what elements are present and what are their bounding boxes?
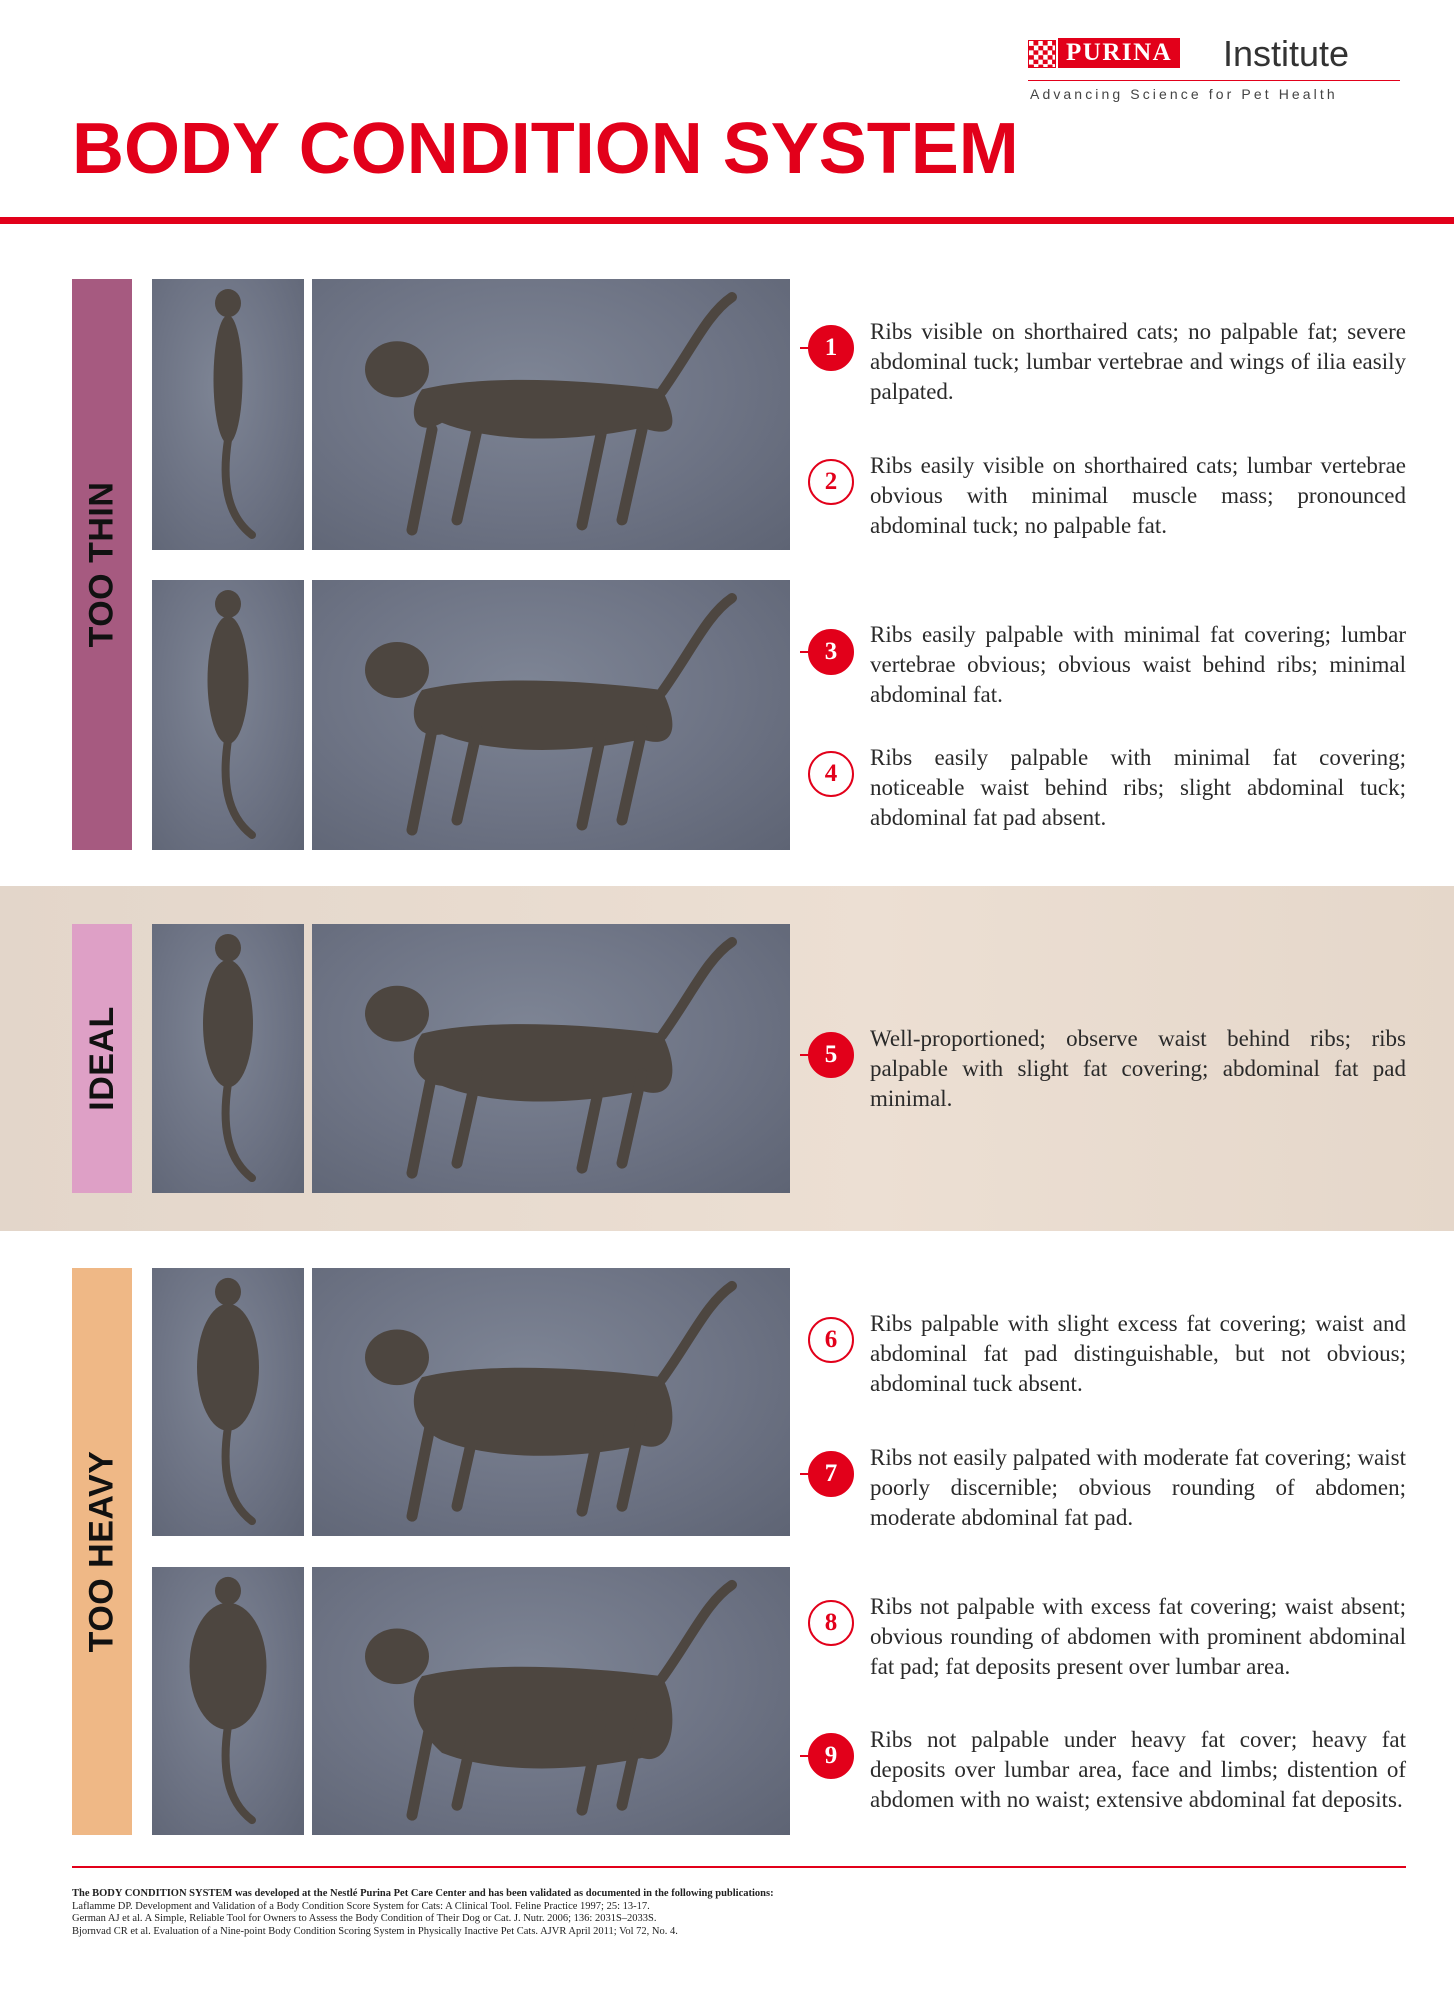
score-marker-5 — [800, 1025, 866, 1085]
category-label: TOO THIN — [82, 481, 121, 648]
cat-silhouette-icon — [312, 1567, 790, 1835]
category-label: IDEAL — [82, 1006, 121, 1111]
score-description-1: Ribs visible on shorthaired cats; no palpable fat; severe abdominal tuck; lumbar vertebrae and wings of ilia easily palpated. — [870, 319, 1406, 404]
score-marker-6 — [800, 1310, 866, 1370]
logo-divider — [1028, 80, 1400, 81]
score-marker-7 — [800, 1444, 866, 1504]
cat-side-view-photo — [312, 924, 790, 1193]
score-marker-9 — [800, 1726, 866, 1786]
score-number: 9 — [808, 1733, 854, 1779]
cat-top-view-photo — [152, 1268, 304, 1536]
score-number: 6 — [808, 1317, 854, 1363]
cat-silhouette-icon — [152, 924, 304, 1193]
cat-silhouette-icon — [312, 580, 790, 850]
score-description-5: Well-proportioned; observe waist behind ribs; ribs palpable with slight fat covering; abdominal fat pad minimal. — [870, 1026, 1406, 1111]
score-number: 7 — [808, 1451, 854, 1497]
header-divider — [0, 217, 1454, 224]
category-too-thin — [72, 279, 132, 850]
score-marker-1 — [800, 318, 866, 378]
cat-side-view-photo — [312, 580, 790, 850]
purina-institute-logo — [1028, 33, 1408, 106]
page-header — [0, 0, 1454, 225]
score-description-3: Ribs easily palpable with minimal fat covering; lumbar vertebrae obvious; obvious waist behind ribs; minimal abdominal fat. — [870, 622, 1406, 707]
category-ideal — [72, 924, 132, 1193]
cat-top-view-photo — [152, 580, 304, 850]
cat-silhouette-icon — [152, 580, 304, 850]
score-number: 1 — [808, 325, 854, 371]
checkerboard-logo-icon — [1028, 40, 1056, 68]
score-marker-3 — [800, 622, 866, 682]
category-too-heavy — [72, 1268, 132, 1835]
cat-side-view-photo — [312, 1268, 790, 1536]
cat-silhouette-icon — [152, 1567, 304, 1835]
reference-item: Bjornvad CR et al. Evaluation of a Nine-point Body Condition Scoring System in Physically Inactive Pet Cats. AJVR April 2011; Vol 72, No. 4. — [72, 1925, 678, 1937]
cat-top-view-photo — [152, 1567, 304, 1835]
cat-silhouette-icon — [312, 1268, 790, 1536]
score-description-7: Ribs not easily palpated with moderate fat covering; waist poorly discernible; obvious rounding of abdomen; moderate abdominal fat pad. — [870, 1445, 1406, 1530]
logo-institute: Institute — [1223, 33, 1350, 74]
score-marker-8 — [800, 1593, 866, 1653]
cat-silhouette-icon — [312, 279, 790, 550]
score-marker-2 — [800, 452, 866, 512]
score-number: 5 — [808, 1032, 854, 1078]
cat-top-view-photo — [152, 279, 304, 550]
score-number: 4 — [808, 751, 854, 797]
page-title: BODY CONDITION SYSTEM — [72, 109, 1019, 189]
category-label: TOO HEAVY — [82, 1450, 121, 1653]
logo-tagline: Advancing Science for Pet Health — [1030, 86, 1338, 102]
footer-divider — [72, 1866, 1406, 1868]
footer-references — [72, 1888, 1402, 1938]
cat-silhouette-icon — [152, 1268, 304, 1536]
cat-top-view-photo — [152, 924, 304, 1193]
footer-lead: The BODY CONDITION SYSTEM was developed at the Nestlé Purina Pet Care Center and has been validated as documented in the following publications: — [72, 1888, 774, 1899]
score-number: 3 — [808, 629, 854, 675]
score-description-2: Ribs easily visible on shorthaired cats; lumbar vertebrae obvious with minimal muscle mass; pronounced abdominal tuck; no palpable fat. — [870, 453, 1406, 538]
logo-brand: PURINA — [1058, 38, 1180, 68]
cat-side-view-photo — [312, 279, 790, 550]
reference-item: Laflamme DP. Development and Validation of a Body Condition Score System for Cats: A Clinical Tool. Feline Practice 1997; 25: 13-17. — [72, 1900, 650, 1912]
reference-item: German AJ et al. A Simple, Reliable Tool for Owners to Assess the Body Condition of Their Dog or Cat. J. Nutr. 2006; 136: 2031S–2033S. — [72, 1913, 657, 1924]
score-description-9: Ribs not palpable under heavy fat cover; heavy fat deposits over lumbar area, face and limbs; distention of abdomen with no waist; extensive abdominal fat deposits. — [870, 1727, 1406, 1812]
cat-side-view-photo — [312, 1567, 790, 1835]
score-description-4: Ribs easily palpable with minimal fat covering; noticeable waist behind ribs; slight abdominal tuck; abdominal fat pad absent. — [870, 745, 1406, 830]
score-description-8: Ribs not palpable with excess fat covering; waist absent; obvious rounding of abdomen with prominent abdominal fat pad; fat deposits present over lumbar area. — [870, 1594, 1406, 1679]
score-number: 2 — [808, 459, 854, 505]
cat-silhouette-icon — [152, 279, 304, 550]
score-description-6: Ribs palpable with slight excess fat covering; waist and abdominal fat pad distinguishable, but not obvious; abdominal tuck absent. — [870, 1311, 1406, 1396]
score-number: 8 — [808, 1600, 854, 1646]
score-marker-4 — [800, 744, 866, 804]
cat-silhouette-icon — [312, 924, 790, 1193]
